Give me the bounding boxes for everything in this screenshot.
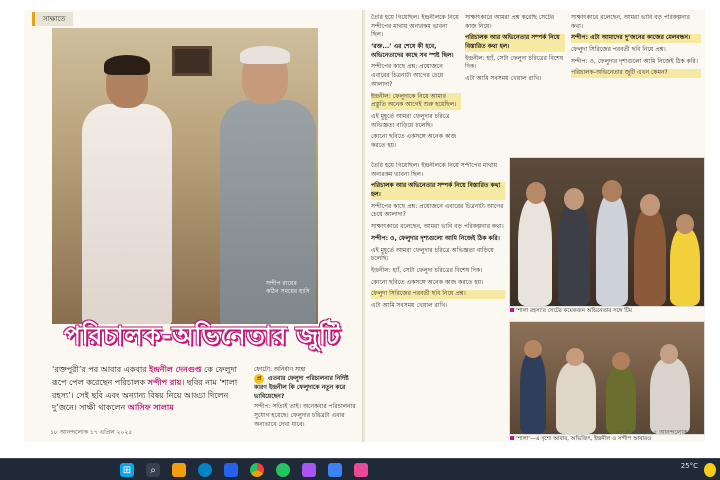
- text-column-c: সাক্ষাৎকারে বলেছেন, আমরা ভাবি বড় পরিকল্পনার কথা। সন্দীপ: এটা আমাদের দু’জনের কাজের মেলবন্ধন। ফেলুদা সিরিজের পরবর্তী ছবি নিয়ে প্রশ্ন। সন্দীপ: ও, ফেলুদার দৃশ্যগুলো আমি নিজেই ঠিক করি। পরিচালক-অভিনেতার জুটি এখন কেমন?: [571, 14, 701, 154]
- wall-picture-frame: [172, 46, 212, 76]
- start-icon[interactable]: ⊞: [120, 463, 134, 477]
- app-icon[interactable]: [354, 463, 368, 477]
- edge-icon[interactable]: [198, 463, 212, 477]
- magazine-spread: [24, 10, 705, 442]
- text-column-lower: তৈরি হয়ে গিয়েছিল। ইন্দ্রনীলকে নিয়ে সন্দীপের মাথায় অন্যরকম ভাবনা ছিল। পরিচালক আর অভিনেতার সম্পর্ক নিয়ে বিস্তারিত কথা হল। সন্দীপের কাছে প্রশ্ন: প্রয়োজনে এবারের চিত্রনাট্য আগের চেয়ে আলাদা? সাক্ষাৎকারে বলেছেন, আমরা ভাবি বড় পরিকল্পনার কথা। সন্দীপ: ও, ফেলুদার দৃশ্যগুলো আমি নিজেই ঠিক করি। এই মুহূর্তে আমরা ফেলুদার চরিত্রে অভিজ্ঞতা বাড়িয়ে চলেছি। ইন্দ্রনীল: হ্যাঁ, সেটা ফেলুদা চরিত্রের বিশেষ দিক। কোনো ছবিতে একসঙ্গে অনেক কাজ করতে হয়। ফেলুদা সিরিজের পরবর্তী ছবি নিয়ে প্রশ্ন। এটা আমি সবসময় খেয়াল রাখি।: [371, 162, 504, 309]
- group-photo: [510, 158, 704, 306]
- spotify-icon[interactable]: [276, 463, 290, 477]
- weather-temperature[interactable]: 25°C: [680, 462, 698, 470]
- text-column-b: সাক্ষাৎকারে আমরা প্রশ্ন করেছি সেটের কাজ নিয়ে। পরিচালক আর অভিনেতার সম্পর্ক নিয়ে বিস্তারিত কথা হল। ইন্দ্রনীল: হ্যাঁ, সেটা ফেলুদা চরিত্রের বিশেষ দিক। এটা আমি সবসময় খেয়াল রাখি।: [465, 14, 564, 83]
- search-icon[interactable]: ⌕: [146, 463, 160, 477]
- photographer-credit: ফোটো: অনির্বাণ সাহা: [254, 366, 306, 373]
- left-page: [24, 10, 364, 442]
- right-folio: ১৭ এপ্রিল ২০২৫ আনন্দলোক ১৯: [614, 429, 697, 436]
- word-icon[interactable]: [224, 463, 238, 477]
- taskbar: [0, 458, 720, 480]
- section-tab: সাক্ষাতে: [32, 12, 73, 26]
- photos-icon[interactable]: [302, 463, 316, 477]
- caption-set-photo: ‘শালা’—এ দৃশ্যে আবার, অভিজিৎ, ইন্দ্রনীল ও সন্দীপ আবারও: [510, 436, 704, 442]
- photo-credit: সন্দীপ রায়ের কঠিন সময়ের হাসি: [266, 280, 310, 295]
- main-headline: পরিচালক-অভিনেতার জুটি: [64, 321, 341, 350]
- intro-text: ‘রক্তপুরী’র পর আবার একবার ইন্দ্রনীল দেনগুপ্ত কে ফেলুদা রূপে পেল করেছেন পরিচালক সন্দীপ রায়। ছবির নাম ‘শালা রহস্য’। সেই ছবি এবং অন্যান্য বিষয় নিয়ে আড্ডা দিলেন দু’জনে। সাক্ষী থাকলেন আসিফ সালাম: [52, 365, 238, 413]
- actor-figure: [82, 58, 172, 324]
- left-folio: ১৮ আনন্দলোক ১৭ এপ্রিল ২০২৫: [50, 429, 133, 436]
- qa-block: প্র এতবার ফেলুদা পরিচালনার নির্দিষ্ট কারণ ইন্দ্রনীল কি ফেলুদাকে নতুন করে ভাবিয়েছেন? সন্দীপ: সত্যিই তাই। অনেকবার পরিচালনার সুযোগ হয়েছে। ফেলুদার চরিত্রটা এবার অন্যভাবে দেখা যাবে।: [254, 375, 356, 428]
- question-badge: প্র: [254, 374, 264, 384]
- file-explorer-icon[interactable]: [172, 463, 186, 477]
- right-page: [365, 10, 705, 442]
- text-column-a: তৈরি হয়ে গিয়েছিল। ইন্দ্রনীলকে নিয়ে সন্দীপের মাথায় অন্যরকম ভাবনা ছিল। ‘রক্ত...’ এর শেষে কী হবে, অভিনেতাদের কাছে সব স্পষ্ট ছিল। সন্দীপের কাছে প্রশ্ন: প্রয়োজনে এবারের চিত্রনাট্য আগের চেয়ে আলাদা? ইন্দ্রনীল: ফেলুদাকে নিয়ে আমার প্রস্তুতি অনেক আগেই শুরু হয়েছিল। এই মুহূর্তে আমরা ফেলুদার চরিত্রে অভিজ্ঞতা বাড়িয়ে চলেছি। কোনো ছবিতে একসঙ্গে অনেক কাজ করতে হয়।: [371, 14, 461, 159]
- hero-photo: [52, 28, 318, 324]
- store-icon[interactable]: [328, 463, 342, 477]
- set-photo: [510, 322, 704, 434]
- chrome-icon[interactable]: [250, 463, 264, 477]
- weather-sun-icon[interactable]: [704, 463, 716, 477]
- caption-group-photo: ‘শালা রহস্য’র সেটের কয়েকজন অভিনেতার সঙ্গে টিম: [510, 308, 704, 316]
